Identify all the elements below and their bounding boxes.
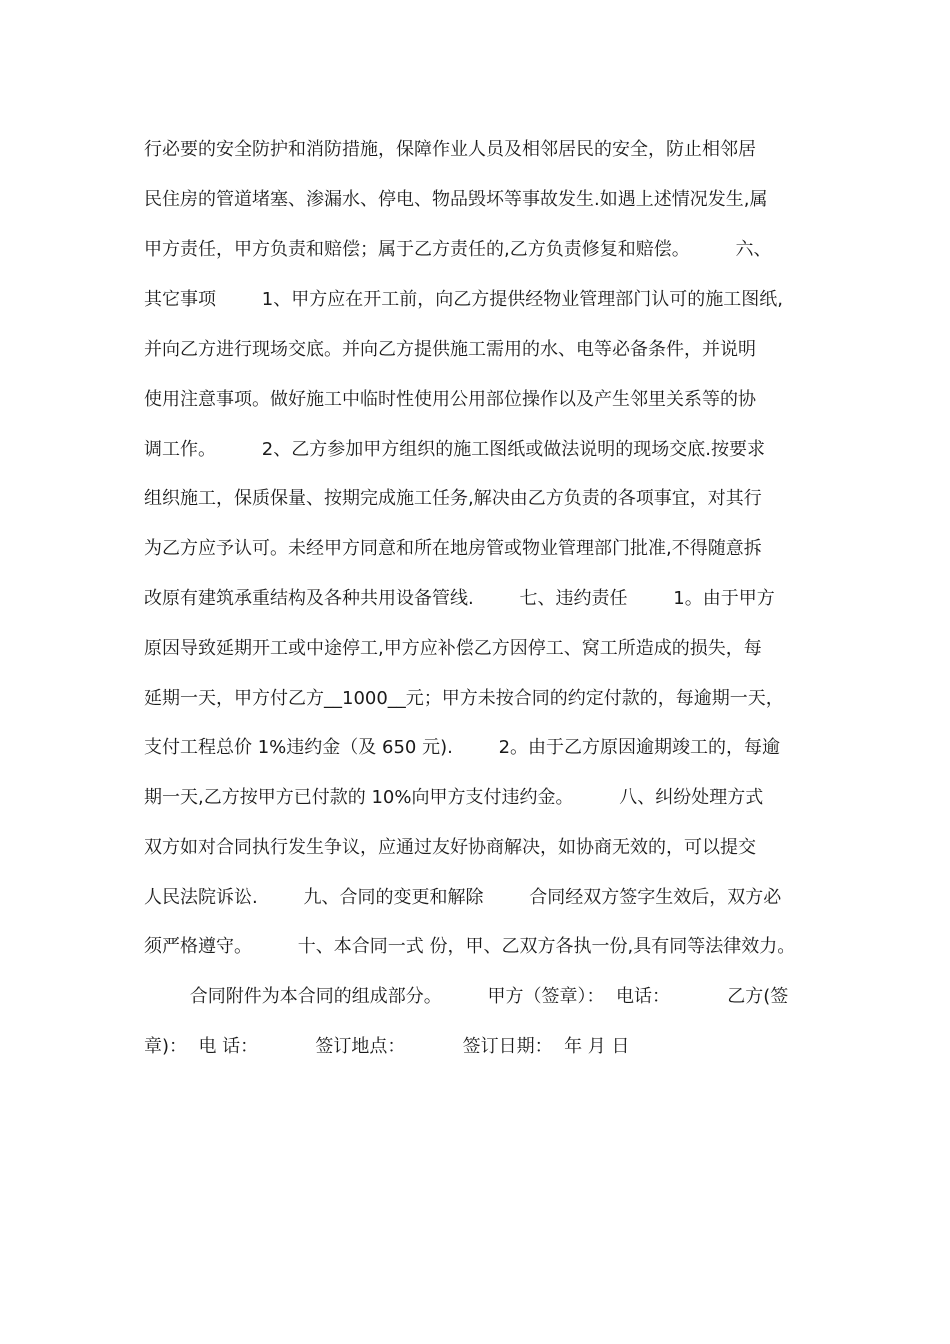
text-line: 合同附件为本合同的组成部分。 甲方（签章）： 电话： 乙方(签 bbox=[144, 986, 789, 1007]
text-line: 人民法院诉讼. 九、合同的变更和解除 合同经双方签字生效后，双方必 bbox=[144, 887, 782, 908]
text-line: 延期一天，甲方付乙方__1000__元；甲方未按合同的约定付款的，每逾期一天， bbox=[144, 688, 784, 709]
text-line: 甲方责任，甲方负责和赔偿；属于乙方责任的,乙方负责修复和赔偿。 六、 bbox=[144, 239, 772, 260]
text-line: 并向乙方进行现场交底。并向乙方提供施工需用的水、电等必备条件，并说明 bbox=[144, 339, 756, 360]
text-line: 使用注意事项。做好施工中临时性使用公用部位操作以及产生邻里关系等的协 bbox=[144, 389, 756, 410]
text-line: 其它事项 1、甲方应在开工前，向乙方提供经物业管理部门认可的施工图纸, bbox=[144, 289, 783, 310]
text-line: 期一天,乙方按甲方已付款的 10%向甲方支付违约金。 八、纠纷处理方式 bbox=[144, 787, 764, 808]
text-line: 为乙方应予认可。未经甲方同意和所在地房管或物业管理部门批准,不得随意拆 bbox=[144, 538, 762, 559]
text-line: 调工作。 2、乙方参加甲方组织的施工图纸或做法说明的现场交底.按要求 bbox=[144, 439, 765, 460]
text-line: 原因导致延期开工或中途停工,甲方应补偿乙方因停工、窝工所造成的损失，每 bbox=[144, 638, 762, 659]
text-line: 须严格遵守。 十、本合同一式 份，甲、乙双方各执一份,具有同等法律效力。 bbox=[144, 936, 796, 957]
text-line: 改原有建筑承重结构及各种共用设备管线. 七、违约责任 1。由于甲方 bbox=[144, 588, 775, 609]
text-line: 双方如对合同执行发生争议，应通过友好协商解决，如协商无效的，可以提交 bbox=[144, 837, 756, 858]
text-line: 章)： 电 话： 签订地点： 签订日期： 年 月 日 bbox=[144, 1036, 630, 1057]
text-line: 行必要的安全防护和消防措施，保障作业人员及相邻居民的安全，防止相邻居 bbox=[144, 139, 756, 160]
text-line: 民住房的管道堵塞、渗漏水、停电、物品毁坏等事故发生.如遇上述情况发生,属 bbox=[144, 189, 768, 210]
text-line: 支付工程总价 1%违约金（及 650 元). 2。由于乙方原因逾期竣工的，每逾 bbox=[144, 737, 781, 758]
text-line: 组织施工，保质保量、按期完成施工任务,解决由乙方负责的各项事宜，对其行 bbox=[144, 488, 762, 509]
